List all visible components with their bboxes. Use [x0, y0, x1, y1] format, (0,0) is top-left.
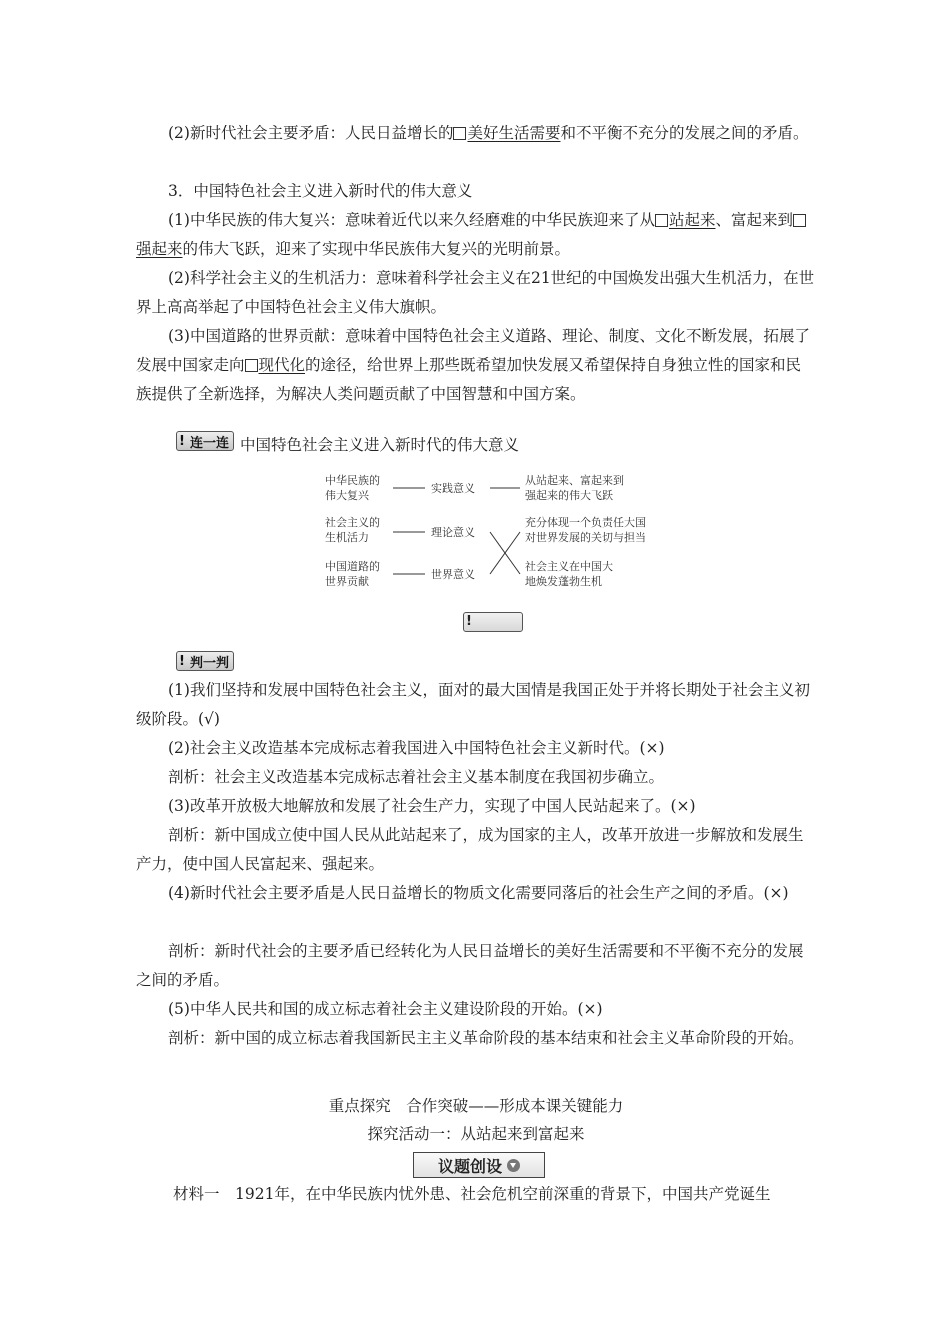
heading-great-significance: 3．中国特色社会主义进入新时代的伟大意义 — [168, 182, 473, 200]
fill-answer: 强起来 — [136, 240, 183, 258]
right-item-1-line1: 从站起来、富起来到 — [525, 474, 624, 487]
text: (1)中华民族的伟大复兴：意味着近代以来久经磨难的中华民族迎来了从 — [168, 211, 655, 229]
blank-box — [793, 214, 806, 227]
fill-answer: 现代化 — [258, 356, 306, 374]
paragraph-rejuvenation — [136, 206, 816, 264]
text: 、富起来到 — [715, 211, 793, 229]
judge-question-5: (5)中华人民共和国的成立标志着社会主义建设阶段的开始。(×) — [168, 1000, 603, 1018]
chevron-down-icon — [507, 1159, 520, 1172]
fill-answer: 站起来 — [668, 211, 716, 229]
judge-analysis-4: 剖析：新时代社会的主要矛盾已经转化为人民日益增长的美好生活需要和不平衡不充分的发展之间的矛盾。 — [136, 942, 804, 989]
middle-item-3: 世界意义 — [431, 568, 475, 581]
connect-title: 中国特色社会主义进入新时代的伟大意义 — [240, 436, 520, 454]
judge-question-2: (2)社会主义改造基本完成标志着我国进入中国特色社会主义新时代。(×) — [168, 739, 665, 757]
text: (2)新时代社会主要矛盾：人民日益增长的 — [168, 124, 454, 142]
blank-box — [453, 127, 466, 140]
right-item-1-line2: 强起来的伟大飞跃 — [525, 489, 613, 502]
text: 和不平衡不充分的发展之间的矛盾。 — [560, 124, 809, 142]
judge-analysis-5: 剖析：新中国的成立标志着我国新民主主义革命阶段的基本结束和社会主义革命阶段的开始。 — [168, 1029, 804, 1047]
middle-item-2: 理论意义 — [431, 526, 475, 539]
exclamation-icon: ! — [179, 653, 185, 669]
blank-box — [245, 359, 258, 372]
judge-analysis-2: 剖析：社会主义改造基本完成标志着社会主义基本制度在我国初步确立。 — [168, 768, 665, 786]
right-item-3-line1: 社会主义在中国大 — [525, 560, 613, 573]
connect-badge — [176, 431, 234, 451]
left-item-1-line2: 伟大复兴 — [325, 489, 369, 502]
left-item-3-line1: 中国道路的 — [325, 560, 380, 573]
exclamation-icon: ! — [466, 614, 472, 629]
topic-tag-label: 议题创设 — [437, 1156, 502, 1176]
judge-question-3: (3)改革开放极大地解放和发展了社会生产力，实现了中国人民站起来了。(×) — [168, 797, 696, 815]
section-title: 重点探究 合作突破——形成本课关键能力 — [328, 1097, 624, 1115]
paragraph-world-contribution — [136, 322, 816, 409]
judge-question-1: (1)我们坚持和发展中国特色社会主义，面对的最大国情是我国正处于并将长期处于社会主义初级阶段。(√) — [136, 681, 810, 728]
blank-box — [655, 214, 668, 227]
material-one: 材料一 1921年，在中华民族内忧外患、社会危机空前深重的背景下，中国共产党诞生 — [173, 1185, 771, 1203]
judge-question-4: (4)新时代社会主要矛盾是人民日益增长的物质文化需要同落后的社会生产之间的矛盾。(×) — [168, 884, 789, 902]
paragraph-scientific-socialism: (2)科学社会主义的生机活力：意味着科学社会主义在21世纪的中国焕发出强大生机活力，在世界上高高举起了中国特色社会主义伟大旗帜。 — [136, 269, 815, 316]
fill-answer: 美好生活需要 — [467, 124, 561, 142]
badge-label: 连一连 — [190, 435, 230, 451]
text: (3)中国道路的世界贡献：意味着中国特色社会主义道路、理论、制度、文化不断发展，拓展了发展中国家走向 — [136, 327, 810, 374]
matching-diagram — [310, 466, 680, 596]
left-item-2-line2: 生机活力 — [325, 531, 369, 544]
exclamation-icon: ! — [179, 433, 185, 449]
right-item-3-line2: 地焕发蓬勃生机 — [525, 575, 602, 588]
left-item-3-line2: 世界贡献 — [325, 575, 369, 588]
left-item-2-line1: 社会主义的 — [325, 516, 380, 529]
empty-badge — [463, 612, 523, 632]
topic-tag — [413, 1152, 545, 1178]
judge-badge — [176, 651, 234, 671]
right-item-2-line2: 对世界发展的关切与担当 — [525, 531, 646, 544]
activity-title: 探究活动一：从站起来到富起来 — [367, 1125, 585, 1143]
judge-analysis-3: 剖析：新中国成立使中国人民从此站起来了，成为国家的主人，改革开放进一步解放和发展生产力，使中国人民富起来、强起来。 — [136, 826, 804, 873]
paragraph-main-contradiction — [136, 119, 816, 148]
right-item-2-line1: 充分体现一个负责任大国 — [525, 516, 646, 529]
text: 的伟大飞跃，迎来了实现中华民族伟大复兴的光明前景。 — [182, 240, 571, 258]
badge-label: 判一判 — [190, 655, 230, 671]
text: 的途径，给世界上那些既希望加快发展又希望保持自身独立性的国家和民族提供了全新选择，为解决人类问题贡献了中国智慧和中国方案。 — [136, 356, 802, 403]
left-item-1-line1: 中华民族的 — [325, 474, 380, 487]
middle-item-1: 实践意义 — [431, 482, 475, 495]
